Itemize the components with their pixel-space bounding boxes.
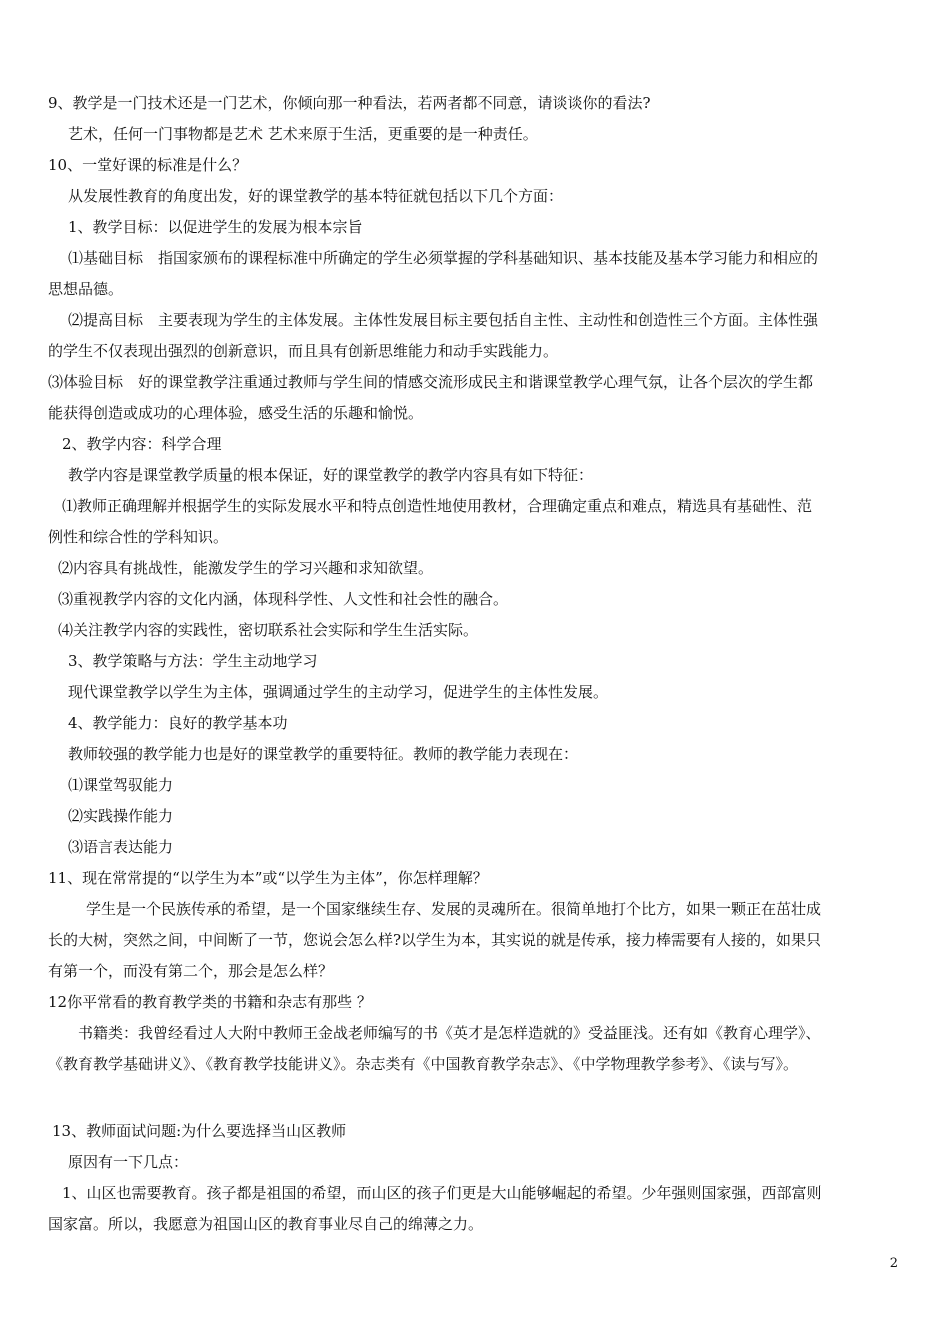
answer-13-point-1-line-1: 1、山区也需要教育。孩子都是祖国的希望，而山区的孩子们更是大山能够崛起的希望。少年强则国家强，西部富则: [62, 1184, 822, 1202]
content-item-1-line-2: 例性和综合性的学科知识。: [48, 528, 229, 546]
answer-13-intro: 原因有一下几点：: [68, 1153, 189, 1171]
ability-item-1: ⑴课堂驾驭能力: [68, 776, 174, 794]
question-13: 13、教师面试问题:为什么要选择当山区教师: [52, 1122, 347, 1140]
answer-9: 艺术，任何一门事物都是艺术 艺术来原于生活，更重要的是一种责任。: [68, 125, 538, 143]
heading-teaching-ability: 4、教学能力：良好的教学基本功: [68, 714, 288, 732]
question-12: 12你平常看的教育教学类的书籍和杂志有那些 ？: [48, 993, 372, 1011]
ability-item-2: ⑵实践操作能力: [68, 807, 174, 825]
advanced-goal-line-2: 的学生不仅表现出强烈的创新意识，而且具有创新思维能力和动手实践能力。: [48, 342, 559, 360]
ability-intro: 教师较强的教学能力也是好的课堂教学的重要特征。教师的教学能力表现在：: [68, 745, 579, 763]
advanced-goal-line-1: ⑵提高目标 主要表现为学生的主体发展。主体性发展目标主要包括自主性、主动性和创造性三个方面。主体性强: [68, 311, 819, 329]
answer-13-point-1-line-2: 国家富。所以，我愿意为祖国山区的教育事业尽自己的绵薄之力。: [48, 1215, 484, 1233]
heading-teaching-strategy: 3、教学策略与方法：学生主动地学习: [68, 652, 318, 670]
heading-teaching-content: 2、教学内容：科学合理: [62, 435, 222, 453]
content-item-3: ⑶重视教学内容的文化内涵，体现科学性、人文性和社会性的融合。: [58, 590, 509, 608]
experience-goal-line-2: 能获得创造或成功的心理体验，感受生活的乐趣和愉悦。: [48, 404, 424, 422]
answer-11-line-3: 有第一个，而没有第二个，那会是怎么样？: [48, 962, 334, 980]
content-item-1-line-1: ⑴教师正确理解并根据学生的实际发展水平和特点创造性地使用教材，合理确定重点和难点，精选具有基础性、范: [62, 497, 813, 515]
content-item-4: ⑷关注教学内容的实践性，密切联系社会实际和学生生活实际。: [58, 621, 479, 639]
experience-goal-line-1: ⑶体验目标 好的课堂教学注重通过教师与学生间的情感交流形成民主和谐课堂教学心理气氛，让各个层次的学生都: [48, 373, 814, 391]
answer-11-line-2: 长的大树，突然之间，中间断了一节，您说会怎么样?以学生为本，其实说的就是传承，接力棒需要有人接的，如果只: [48, 931, 822, 949]
content-item-2: ⑵内容具有挑战性，能激发学生的学习兴趣和求知欲望。: [58, 559, 434, 577]
basic-goal-line-1: ⑴基础目标 指国家颁布的课程标准中所确定的学生必须掌握的学科基础知识、基本技能及基本学习能力和相应的: [68, 249, 819, 267]
question-10: 10、一堂好课的标准是什么？: [48, 156, 248, 174]
strategy-text: 现代课堂教学以学生为主体，强调通过学生的主动学习，促进学生的主体性发展。: [68, 683, 609, 701]
ability-item-3: ⑶语言表达能力: [68, 838, 174, 856]
heading-teaching-goals: 1、教学目标：以促进学生的发展为根本宗旨: [68, 218, 363, 236]
answer-12-line-2: 《教育教学基础讲义》、《教育教学技能讲义》。杂志类有《中国教育教学杂志》、《中学物理教学参考》、《读与写》。: [48, 1055, 799, 1073]
question-9: 9、教学是一门技术还是一门艺术，你倾向那一种看法，若两者都不同意，请谈谈你的看法?: [48, 94, 651, 112]
page-number: 2: [889, 1256, 898, 1271]
answer-10-intro: 从发展性教育的角度出发，好的课堂教学的基本特征就包括以下几个方面：: [68, 187, 564, 205]
content-intro: 教学内容是课堂教学质量的根本保证，好的课堂教学的教学内容具有如下特征：: [68, 466, 594, 484]
answer-11-line-1: 学生是一个民族传承的希望，是一个国家继续生存、发展的灵魂所在。很简单地打个比方，如果一颗正在茁壮成: [86, 900, 822, 918]
basic-goal-line-2: 思想品德。: [48, 280, 124, 298]
answer-12-line-1: 书籍类：我曾经看过人大附中教师王金战老师编写的书《英才是怎样造就的》受益匪浅。还有如《教育心理学》、: [78, 1024, 821, 1042]
question-11: 11、现在常常提的“以学生为本”或“以学生为主体”，你怎样理解？: [48, 869, 488, 887]
